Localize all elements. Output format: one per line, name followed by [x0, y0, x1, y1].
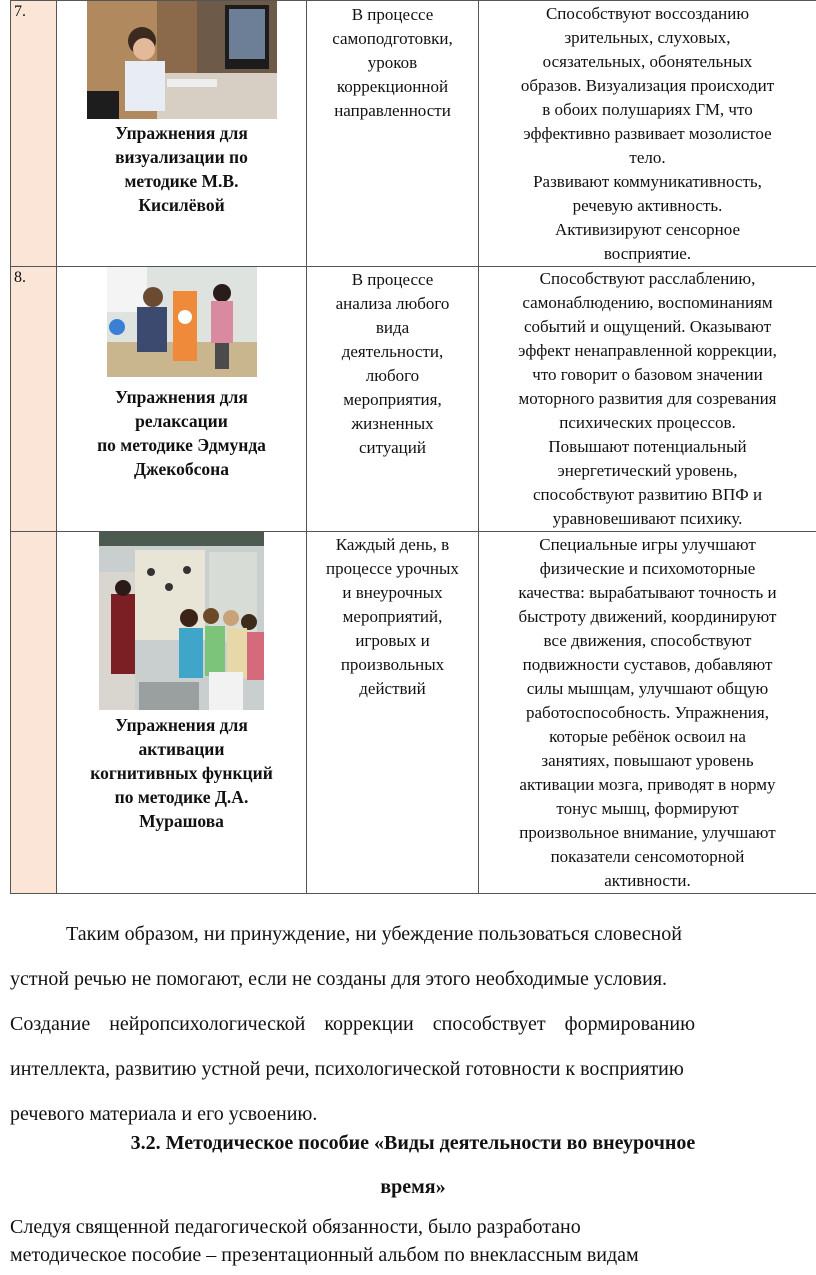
effect-line: физические и психомоторные	[539, 559, 756, 578]
effect-line: Способствуют расслаблению,	[539, 269, 756, 288]
effect-line: в обоих полушариях ГМ, что	[542, 100, 753, 119]
paragraph-line: интеллекта, развитию устной речи, психологической готовности к восприятию	[10, 1058, 684, 1080]
body-paragraph	[10, 912, 816, 1137]
effect-line: активности.	[604, 871, 691, 890]
photo-relaxation	[107, 267, 257, 377]
row-number	[11, 532, 57, 894]
when-line: уроков	[367, 53, 418, 72]
row-number: 7.	[11, 1, 57, 267]
effect-line: которые ребёнок освоил на	[549, 727, 746, 746]
methods-table	[10, 0, 816, 894]
when-line: коррекционной	[336, 77, 449, 96]
heading-line: 3.2. Методическое пособие «Виды деятельности во внеурочное	[130, 1132, 696, 1154]
table-row	[11, 267, 816, 532]
effect-line: моторного развития для созревания	[518, 389, 777, 408]
photo-cognitive	[99, 532, 264, 710]
effect-line: активации мозга, приводят в норму	[519, 775, 776, 794]
when-line: В процессе	[351, 270, 434, 289]
when-line: жизненных	[351, 414, 434, 433]
when-line: любого	[365, 366, 420, 385]
effect-line: зрительных, слуховых,	[564, 28, 731, 47]
effect-line: быстроту движений, координируют	[518, 607, 777, 626]
effect-line: восприятие.	[603, 244, 692, 263]
paragraph-line: речевого материала и его усвоению.	[10, 1103, 318, 1125]
caption-line: по методике Эдмунда	[97, 435, 266, 455]
caption-line: Упражнения для	[115, 123, 248, 143]
effect-line: образов. Визуализация происходит	[520, 76, 775, 95]
paragraph-line: устной речью не помогают, если не созданы для этого необходимые условия.	[10, 968, 668, 990]
when-line: Каждый день, в	[335, 535, 450, 554]
when-line: В процессе	[351, 5, 434, 24]
effect-line: способствуют развитию ВПФ и	[532, 485, 763, 504]
effect-line: речевую активность.	[572, 196, 723, 215]
effect-line: Активизируют сенсорное	[555, 220, 740, 239]
effect-line: подвижности суставов, добавляют	[522, 655, 773, 674]
when-line: мероприятий,	[342, 607, 443, 626]
caption-line: Упражнения для	[115, 387, 248, 407]
when-line: процессе урочных	[326, 559, 459, 578]
when-line: действий	[359, 679, 426, 698]
effect-line: психических процессов.	[559, 413, 736, 432]
effect-line: качества: вырабатывают точность и	[518, 583, 777, 602]
paragraph-line: Создание нейропсихологической коррекции способствует формированию	[10, 1013, 696, 1035]
effect-line: показатели сенсомоторной	[550, 847, 745, 866]
paragraph-line: методическое пособие – презентационный альбом по внеклассным видам	[10, 1244, 639, 1266]
when-line: игровых и	[355, 631, 430, 650]
effect-line: самонаблюдению, воспоминаниям	[522, 293, 773, 312]
when-line: ситуаций	[359, 438, 426, 457]
when-line: направленности	[334, 101, 451, 120]
effect-line: Повышают потенциальный	[548, 437, 747, 456]
effect-line: осязательных, обонятельных	[542, 52, 753, 71]
effect-line: занятиях, повышают уровень	[541, 751, 754, 770]
when-line: анализа любого	[335, 294, 450, 313]
effect-line: Развивают коммуникативность,	[533, 172, 762, 191]
caption-line: по методике Д.А.	[114, 787, 249, 807]
when-line: деятельности,	[341, 342, 444, 361]
paragraph-line: Следуя священной педагогической обязанности, было разработано	[10, 1216, 581, 1238]
when-line: мероприятия,	[343, 390, 442, 409]
when-line: произвольных	[340, 655, 445, 674]
effect-line: энергетический уровень,	[557, 461, 738, 480]
when-line: вида	[375, 318, 410, 337]
caption-line: релаксации	[135, 411, 228, 431]
table-row	[11, 532, 816, 894]
effect-line: уравновешивают психику.	[552, 509, 743, 528]
row-number: 8.	[11, 267, 57, 532]
caption-line: когнитивных функций	[90, 763, 273, 783]
photo-visualization	[87, 1, 277, 119]
effect-line: работоспособность. Упражнения,	[526, 703, 769, 722]
effect-line: что говорит о базовом значении	[532, 365, 763, 384]
section-heading	[10, 1128, 816, 1202]
caption-line: Упражнения для	[115, 715, 248, 735]
effect-line: все движения, способствуют	[543, 631, 752, 650]
effect-line: тонус мышц, формируют	[556, 799, 739, 818]
effect-line: Специальные игры улучшают	[539, 535, 756, 554]
when-line: самоподготовки,	[332, 29, 453, 48]
caption-line: Мурашова	[139, 811, 224, 831]
when-line: и внеурочных	[342, 583, 443, 602]
caption-line: активации	[138, 739, 225, 759]
paragraph-line: Таким образом, ни принуждение, ни убеждение пользоваться словесной	[66, 923, 682, 945]
caption-line: визуализации по	[115, 147, 248, 167]
table-row	[11, 1, 816, 267]
caption-line: методике М.В.	[124, 171, 239, 191]
effect-line: событий и ощущений. Оказывают	[523, 317, 772, 336]
heading-line: время»	[380, 1176, 446, 1198]
effect-line: произвольное внимание, улучшают	[519, 823, 776, 842]
effect-line: эффект ненаправленной коррекции,	[518, 341, 777, 360]
effect-line: эффективно развивает мозолистое	[523, 124, 772, 143]
caption-line: Джекобсона	[134, 459, 229, 479]
caption-line: Кисилёвой	[138, 195, 225, 215]
final-paragraph	[10, 1213, 816, 1269]
effect-line: силы мышцам, улучшают общую	[526, 679, 769, 698]
effect-line: тело.	[629, 148, 666, 167]
effect-line: Способствуют воссозданию	[545, 4, 750, 23]
